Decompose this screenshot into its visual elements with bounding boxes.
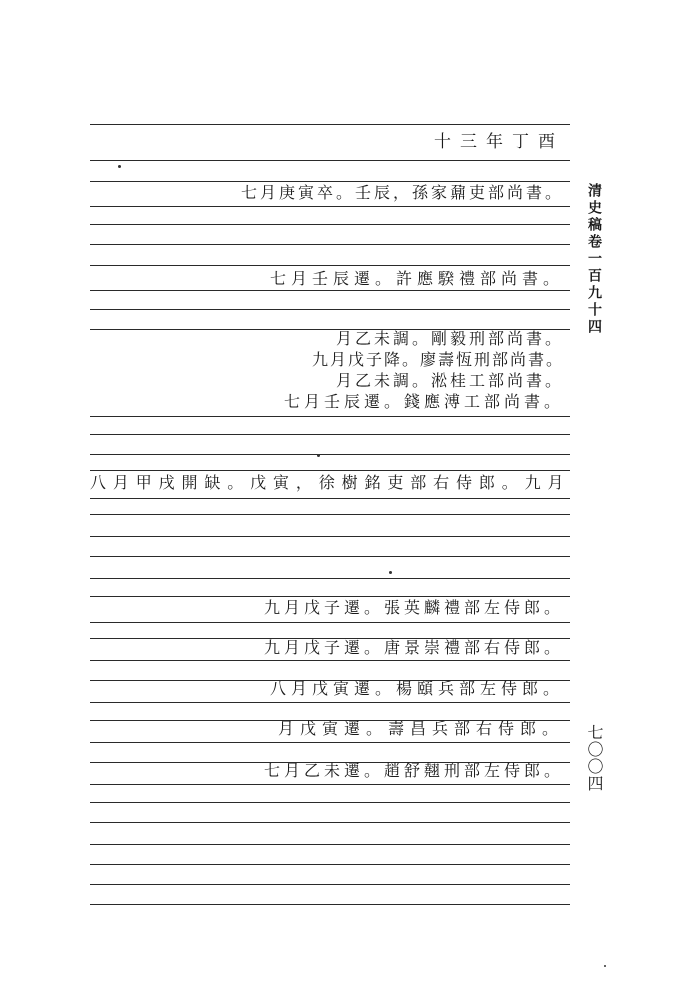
table-row: 九月戊子降。廖壽恆刑部尚書。 [311,350,564,369]
table-row: 月乙未調。剛毅刑部尚書。 [335,329,564,348]
ink-speck [604,965,606,967]
table-rule [90,702,570,703]
ink-speck [118,165,121,168]
table-rule [90,244,570,245]
table-rule [90,206,570,207]
table-rule [90,802,570,803]
table-rule [90,784,570,785]
table-rule [90,556,570,557]
year-header: 十三年丁酉 [434,132,564,152]
table-rule [90,536,570,537]
table-rule [90,742,570,743]
table-rule [90,434,570,435]
ink-speck [389,571,392,574]
table-rule [90,844,570,845]
table-rule [90,514,570,515]
table-row: 八月戊寅遷。楊頤兵部左侍郎。 [269,679,564,698]
table-row: 八月甲戌開缺。戊寅，徐樹銘吏部右侍郎。九月 [90,473,564,492]
table-row: 七月庚寅卒。壬辰，孫家鼐吏部尚書。 [240,183,564,202]
table-rule [90,660,570,661]
ink-speck [317,454,320,457]
table-rule [90,416,570,417]
table-rule [90,864,570,865]
table-rule [90,578,570,579]
table-rule [90,884,570,885]
table-rule [90,124,570,125]
page-number: 七〇〇四 [585,724,604,792]
table-row: 七月壬辰遷。許應騤禮部尚書。 [269,269,564,288]
volume-title: 清史稿卷一百九十四 [586,183,602,336]
table-rule [90,822,570,823]
table-rule [90,904,570,905]
table-rule [90,224,570,225]
table-row: 七月壬辰遷。錢應溥工部尚書。 [283,392,564,411]
table-rule [90,265,570,266]
table-rule [90,622,570,623]
table-rule [90,160,570,161]
table-row: 九月戊子遷。唐景崇禮部右侍郎。 [263,638,564,657]
table-rule [90,454,570,455]
table-rule [90,290,570,291]
table-row: 月乙未調。淞桂工部尚書。 [335,371,564,390]
table-row: 月戊寅遷。壽昌兵部右侍郎。 [277,719,564,738]
table-row: 九月戊子遷。張英麟禮部左侍郎。 [263,598,564,617]
table-rule [90,470,570,471]
table-rule [90,309,570,310]
table-row: 七月乙未遷。趙舒翹刑部左侍郎。 [263,761,564,780]
table-rule [90,498,570,499]
